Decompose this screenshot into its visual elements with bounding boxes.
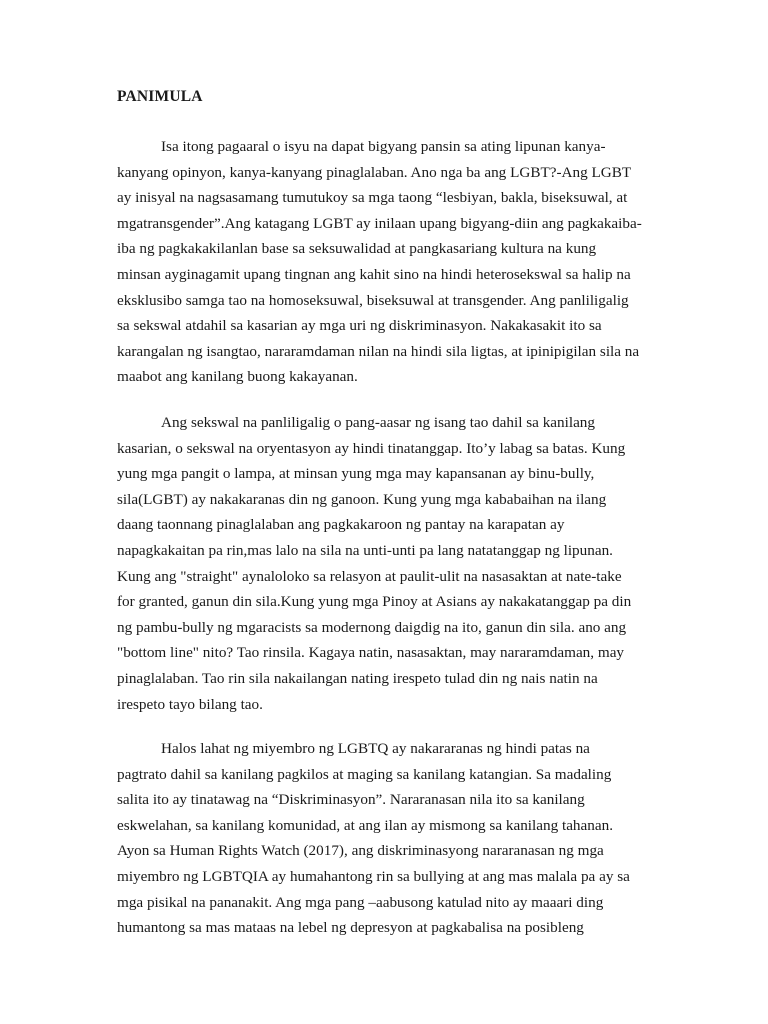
paragraph-line: kanyang opinyon, kanya-kanyang pinaglalaban. Ano nga ba ang LGBT?-Ang LGBT — [117, 163, 632, 181]
paragraph-line: mgatransgender”.Ang katagang LGBT ay inilaan upang bigyang-diin ang pagkakaiba- — [117, 214, 642, 232]
paragraph-line: Isa itong pagaaral o isyu na dapat bigyang pansin sa ating lipunan kanya- — [161, 138, 606, 155]
document-heading: PANIMULA — [117, 88, 203, 105]
paragraph-line: pinaglalaban. Tao rin sila nakailangan nating irespeto tulad din ng nais natin na — [117, 669, 598, 687]
paragraph-line: for granted, ganun din sila.Kung yung mga Pinoy at Asians ay nakakatanggap pa din — [117, 593, 632, 611]
paragraph-line: napagkakaitan pa rin,mas lalo na sila na unti-unti pa lang natatanggap ng lipunan. — [117, 541, 613, 559]
paragraph-line: Ayon sa Human Rights Watch (2017), ang diskriminasyong nararanasan ng mga — [117, 842, 604, 860]
paragraph-line: minsan ayginagamit upang tingnan ang kahit sino na hindi heterosekswal sa halip na — [117, 265, 631, 283]
paragraph-line: eksklusibo samga tao na homoseksuwal, biseksuwal at transgender. Ang panliligalig — [117, 291, 629, 309]
paragraph-line: ng pambu-bully ng mgaracists sa modernong daigdig na ito, ganun din sila. ano ang — [117, 618, 627, 636]
paragraph-line: iba ng pagkakakilanlan base sa seksuwalidad at pangkasariang kultura na kung — [117, 240, 597, 258]
paragraph-line: eskwelahan, sa kanilang komunidad, at ang ilan ay mismong sa kanilang tahanan. — [117, 816, 613, 834]
paragraph-3 — [117, 736, 657, 941]
paragraph-line: mga pisikal na pananakit. Ang mga pang –aabusong katulad nito ay maaari ding — [117, 893, 604, 911]
paragraph-line: yung mga pangit o lampa, at minsan yung mga may kapansanan ay binu-bully, — [117, 465, 595, 483]
paragraph-line: maabot ang kanilang buong kakayanan. — [117, 368, 358, 386]
paragraph-line: Kung ang "straight" aynaloloko sa relasyon at paulit-ulit na nasasaktan at nate-take — [117, 567, 622, 585]
paragraph-line: humantong sa mas mataas na lebel ng depresyon at pagkabalisa na posibleng — [117, 919, 584, 937]
paragraph-line: sa sekswal atdahil sa kasarian ay mga uri ng diskriminasyon. Nakakasakit ito sa — [117, 317, 602, 335]
paragraph-line: Ang sekswal na panliligalig o pang-aasar ng isang tao dahil sa kanilang — [161, 414, 595, 431]
paragraph-line: Halos lahat ng miyembro ng LGBTQ ay nakararanas ng hindi patas na — [161, 740, 590, 757]
paragraph-2 — [117, 410, 657, 717]
paragraph-line: karangalan ng isangtao, nararamdaman nilan na hindi sila ligtas, at ipinipigilan sila na — [117, 342, 640, 360]
paragraph-line: ay inisyal na nagsasamang tumutukoy sa mga taong “lesbiyan, bakla, biseksuwal, at — [117, 189, 628, 207]
paragraph-line: daang taonnang pinaglalaban ang pagkakaroon ng pantay na karapatan ay — [117, 516, 565, 534]
paragraph-line: kasarian, o sekswal na oryentasyon ay hindi tinatanggap. Ito’y labag sa batas. Kung — [117, 439, 626, 457]
paragraph-line: "bottom line" nito? Tao rinsila. Kagaya natin, nasasaktan, may nararamdaman, may — [117, 644, 625, 662]
paragraph-line: irespeto tayo bilang tao. — [117, 695, 263, 713]
paragraph-line: pagtrato dahil sa kanilang pagkilos at maging sa kanilang katangian. Sa madaling — [117, 765, 612, 783]
paragraph-line: sila(LGBT) ay nakakaranas din ng ganoon. Kung yung mga kababaihan na ilang — [117, 490, 607, 508]
paragraph-line: salita ito ay tinatawag na “Diskriminasyon”. Nararanasan nila ito sa kanilang — [117, 791, 585, 809]
paragraph-1 — [117, 134, 657, 390]
paragraph-line: miyembro ng LGBTQIA ay humahantong rin sa bullying at ang mas malala pa ay sa — [117, 867, 630, 885]
